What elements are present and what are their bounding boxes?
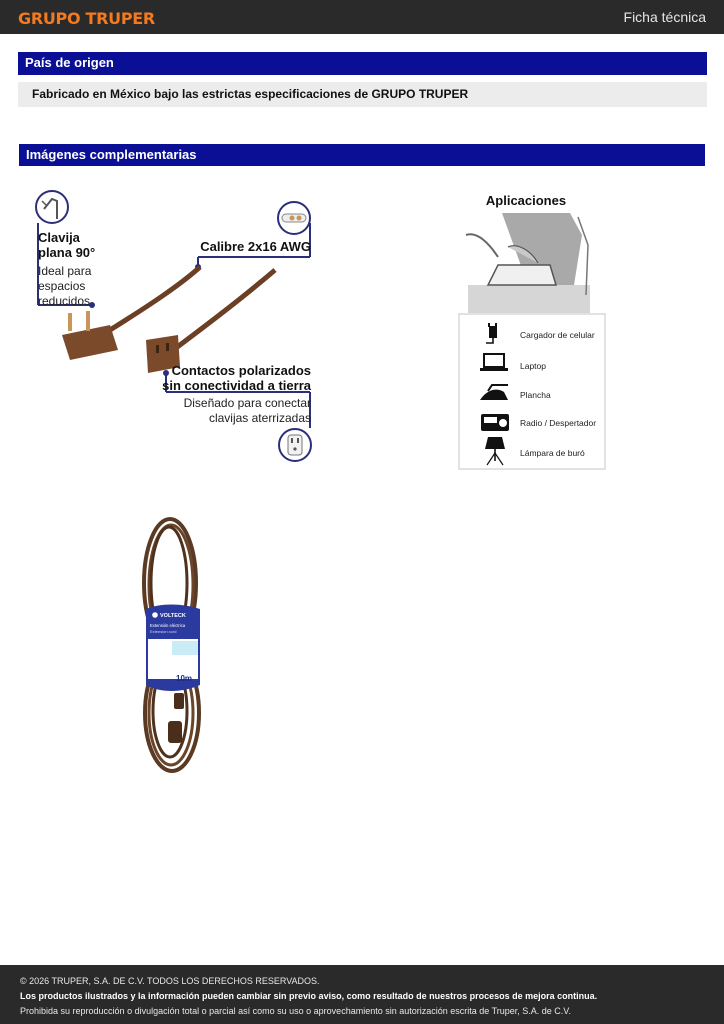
contacts-desc-1: Diseñado para conectar — [183, 396, 311, 410]
app-item-3: Plancha — [520, 390, 551, 400]
contacts-title-1: Contactos polarizados — [171, 363, 311, 378]
plug-desc-2: espacios — [38, 279, 86, 293]
brand-logo: GRUPO TRUPER — [18, 9, 155, 28]
images-heading: Imágenes complementarias — [19, 144, 705, 166]
plug-detail-icon — [36, 191, 68, 223]
top-bar — [0, 0, 724, 34]
package-line-2: Extension cord — [150, 629, 177, 634]
cable-gauge-icon — [278, 202, 310, 234]
plug-desc-3: reducidos — [38, 294, 91, 308]
plug-title-1: Clavija — [38, 230, 80, 245]
radio-clock-icon — [481, 414, 509, 431]
package-label — [146, 605, 200, 692]
grounded-plug-icon — [279, 429, 311, 461]
footer — [0, 965, 724, 1024]
gauge-label: Calibre 2x16 AWG — [200, 239, 311, 254]
app-item-2: Laptop — [520, 361, 546, 371]
contacts-title-2: sin conectividad a tierra — [162, 378, 311, 393]
app-item-5: Lámpara de buró — [520, 448, 585, 458]
app-item-4: Radio / Despertador — [520, 418, 597, 428]
package-line-1: Extensión eléctrica — [150, 623, 186, 628]
applications-image — [458, 185, 608, 472]
app-item-1: Cargador de celular — [520, 330, 595, 340]
contacts-desc-2: clavijas aterrizadas — [208, 411, 311, 425]
footer-prohibition: Prohibida su reproducción o divulgación total o parcial así como su uso o aprovechamiento sin autorización escrita de Truper, S.A. de C.V. — [20, 1006, 571, 1016]
plug-desc-1: Ideal para — [38, 264, 92, 278]
footer-copyright: © 2026 TRUPER, S.A. DE C.V. TODOS LOS DERECHOS RESERVADOS. — [20, 976, 320, 986]
origin-text: Fabricado en México bajo las estrictas especificaciones de GRUPO TRUPER — [18, 82, 707, 107]
package-brand: VOLTECK — [160, 613, 186, 619]
ironing-illustration — [466, 213, 590, 313]
plug-body — [62, 311, 118, 360]
plug-title-2: plana 90° — [38, 245, 96, 260]
package-size: 10m — [176, 674, 193, 683]
features-image — [30, 185, 320, 470]
packaged-product-image — [138, 513, 204, 776]
footer-notice: Los productos ilustrados y la información pueden cambiar sin previo aviso, como resultado de nuestros procesos de mejora continua. — [20, 991, 598, 1001]
page-title: Ficha técnica — [623, 9, 706, 25]
origin-heading: País de origen — [18, 52, 707, 75]
applications-title: Aplicaciones — [485, 193, 567, 208]
